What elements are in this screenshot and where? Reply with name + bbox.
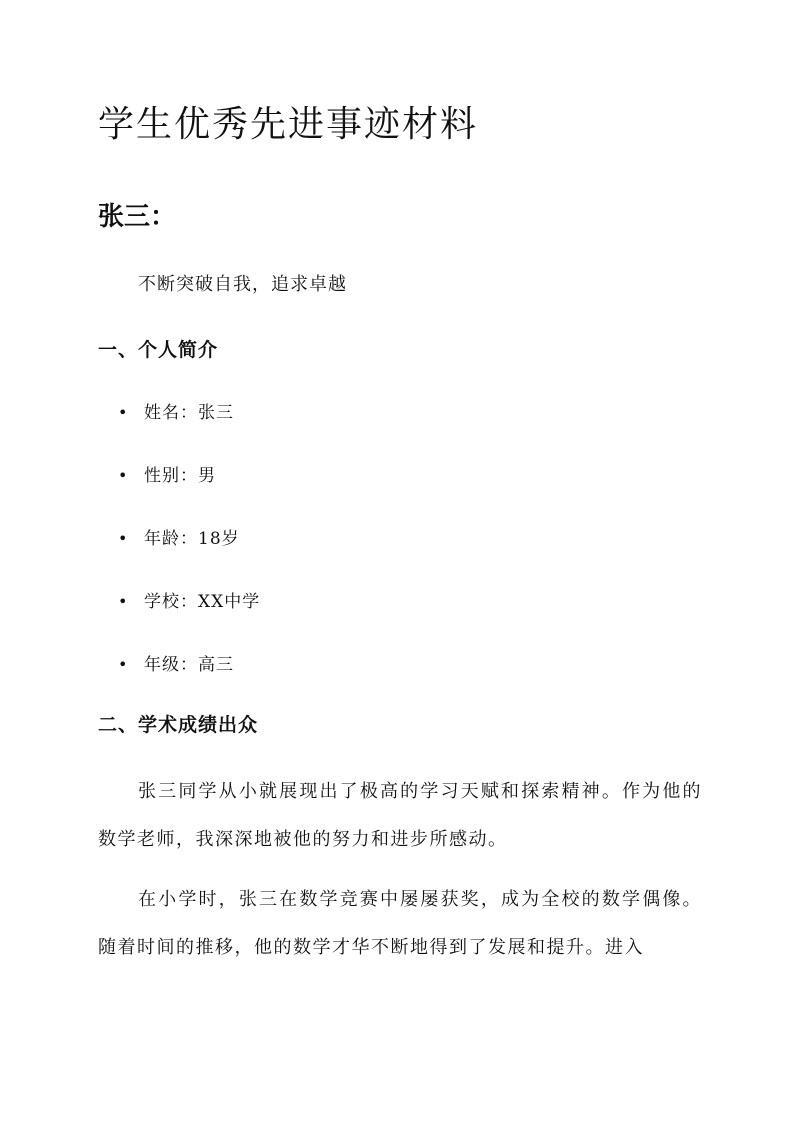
list-item-text: 年级：高三 bbox=[144, 655, 234, 675]
bullet-icon: • bbox=[118, 592, 129, 611]
list-item bbox=[118, 524, 260, 587]
bullet-icon: • bbox=[118, 655, 129, 674]
document-subtitle: 不断突破自我，追求卓越 bbox=[138, 274, 347, 295]
bullet-icon: • bbox=[118, 403, 129, 422]
bullet-icon: • bbox=[118, 466, 129, 485]
paragraph: 在小学时，张三在数学竞赛中屡屡获奖，成为全校的数学偶像。随着时间的推移，他的数学才华不断地得到了发展和提升。进入 bbox=[98, 889, 702, 958]
list-item-text: 姓名：张三 bbox=[144, 403, 234, 423]
list-item bbox=[118, 587, 260, 650]
list-item bbox=[118, 398, 260, 461]
list-item-text: 学校：XX中学 bbox=[144, 592, 261, 612]
section-heading-profile: 一、个人简介 bbox=[98, 339, 219, 361]
student-name-heading: 张三： bbox=[98, 202, 177, 232]
list-item bbox=[118, 461, 260, 524]
list-item bbox=[118, 650, 260, 713]
list-item-text: 性别：男 bbox=[144, 466, 216, 486]
section-heading-academics: 二、学术成绩出众 bbox=[98, 714, 259, 736]
paragraph: 张三同学从小就展现出了极高的学习天赋和探索精神。作为他的数学老师，我深深地被他的努力和进步所感动。 bbox=[98, 781, 702, 850]
list-item-text: 年龄：18岁 bbox=[144, 529, 240, 549]
document-title: 学生优秀先进事迹材料 bbox=[98, 104, 479, 145]
profile-list bbox=[118, 398, 260, 713]
bullet-icon: • bbox=[118, 529, 129, 548]
